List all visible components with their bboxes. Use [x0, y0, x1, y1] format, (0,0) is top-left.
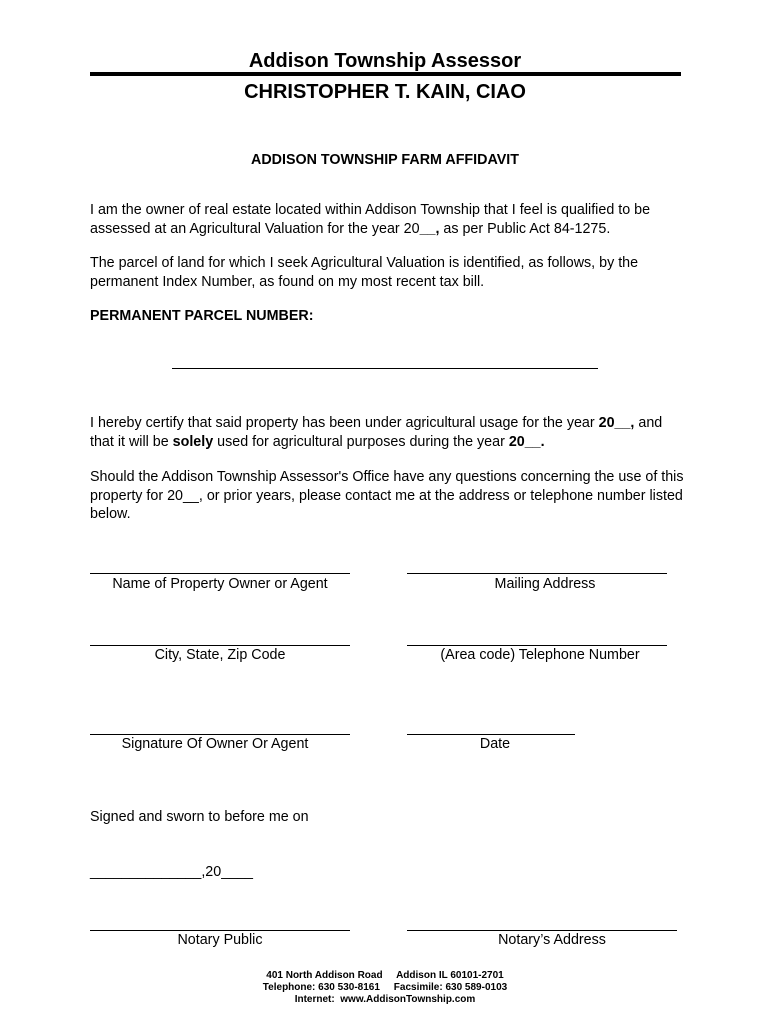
footer-website: Internet: www.AddisonTownship.com [294, 994, 476, 1005]
p3-year-1: 20__, [598, 415, 635, 431]
date-line[interactable] [407, 734, 575, 735]
p1-text: I am the owner of real estate located within Addison Township that I feel is qualified to be assessed at an Agricultural Valuation for the year 20 [90, 202, 651, 237]
telephone-label: (Area code) Telephone Number [440, 647, 640, 663]
paragraph-contact: Should the Addison Township Assessor's Office have any questions concerning the use of this property for 20__, or prior years, please contact me at the address or telephone number listed below. [90, 469, 684, 522]
p3-text-b: and that it will be [90, 415, 663, 450]
telephone-line[interactable] [407, 645, 667, 646]
owner-name-line[interactable] [90, 573, 350, 574]
date-label: Date [479, 736, 511, 752]
header-rule [90, 72, 681, 76]
form-title: ADDISON TOWNSHIP FARM AFFIDAVIT [251, 152, 519, 168]
notary-address-line[interactable] [407, 930, 677, 931]
parcel-number-line[interactable] [172, 368, 598, 369]
city-state-zip-label: City, State, Zip Code [154, 647, 286, 663]
p1-end: as per Public Act 84-1275. [439, 220, 611, 237]
paragraph-parcel: The parcel of land for which I seek Agricultural Valuation is identified, as follows, by the permanent Index Number, as found on my most recent tax bill. [90, 255, 639, 290]
sworn-date[interactable]: ______________,20____ [90, 864, 253, 880]
notary-address-label: Notary’s Address [498, 932, 606, 948]
p3-text-a: I hereby certify that said property has been under agricultural usage for the year [90, 415, 599, 431]
owner-name-label: Name of Property Owner or Agent [112, 576, 328, 592]
footer-address: 401 North Addison Road Addison IL 60101-2701 [266, 970, 504, 981]
p3-solely: solely [172, 433, 214, 450]
mailing-address-line[interactable] [407, 573, 667, 574]
p3-text-c: used for agricultural purposes during the year [213, 433, 509, 450]
paragraph-certify [90, 414, 686, 451]
paragraph-ownership [90, 201, 682, 238]
p1-year-blank: __, [419, 220, 440, 237]
city-state-zip-line[interactable] [90, 645, 350, 646]
signature-label: Signature Of Owner Or Agent [121, 736, 309, 752]
footer-phone: Telephone: 630 530-8161 Facsimile: 630 589-0103 [262, 982, 508, 993]
mailing-address-label: Mailing Address [494, 576, 596, 592]
office-title: Addison Township Assessor [248, 50, 522, 72]
notary-public-label: Notary Public [177, 932, 263, 948]
p3-year-2: 20__. [508, 433, 545, 450]
sworn-statement: Signed and sworn to before me on [90, 809, 309, 825]
assessor-name: CHRISTOPHER T. KAIN, CIAO [244, 81, 526, 103]
parcel-heading: PERMANENT PARCEL NUMBER: [90, 308, 314, 324]
signature-line[interactable] [90, 734, 350, 735]
notary-public-line[interactable] [90, 930, 350, 931]
